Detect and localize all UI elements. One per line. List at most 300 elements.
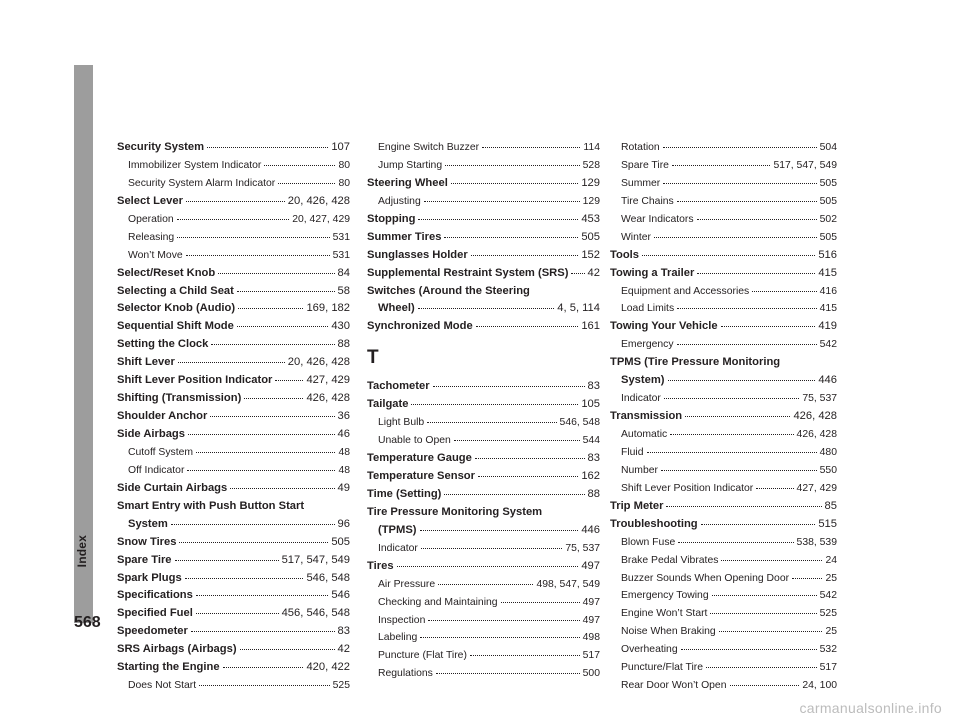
dot-leader — [397, 566, 579, 567]
page-reference: 80 — [338, 159, 350, 171]
dot-leader — [237, 326, 328, 327]
index-subentry — [367, 193, 600, 211]
dot-leader — [207, 147, 328, 148]
page-reference: 129 — [582, 195, 600, 207]
index-subentry — [117, 462, 350, 480]
page-reference: 20, 426, 428 — [287, 356, 350, 369]
page-reference: 504 — [819, 142, 837, 153]
page-reference: 502 — [819, 213, 837, 225]
page-reference: 36 — [337, 410, 350, 423]
entry-term: Side Airbags — [117, 428, 185, 440]
dot-leader — [719, 631, 823, 632]
page-reference: 517, 547, 549 — [281, 553, 350, 566]
index-subentry — [610, 193, 837, 211]
dot-leader — [501, 602, 580, 603]
index-subentry — [117, 157, 350, 175]
page-reference: 505 — [581, 230, 600, 243]
entry-term: Summer Tires — [367, 230, 442, 243]
index-entry — [117, 570, 350, 588]
page-reference: 161 — [581, 320, 600, 333]
entry-term: Temperature Gauge — [367, 452, 472, 465]
dot-leader — [697, 219, 817, 220]
index-subentry — [610, 300, 837, 318]
dot-leader — [792, 578, 822, 579]
entry-term: SRS Airbags (Airbags) — [117, 643, 237, 656]
dot-leader — [244, 398, 303, 399]
page-reference: 42 — [587, 266, 600, 279]
index-entry — [610, 247, 837, 265]
entry-term: Tools — [610, 248, 640, 261]
dot-leader — [186, 201, 285, 202]
entry-term: Light Bulb — [378, 417, 425, 429]
index-column-2 — [367, 139, 600, 683]
page-reference: 20, 427, 429 — [292, 213, 350, 225]
entry-term: Setting the Clock — [117, 338, 209, 351]
entry-term: Selector Knob (Audio) — [117, 302, 236, 315]
entry-term: Select Lever — [117, 194, 183, 207]
index-subentry — [610, 677, 837, 695]
index-entry — [610, 498, 837, 516]
dot-leader — [420, 637, 579, 638]
index-entry — [117, 193, 350, 211]
entry-term: Load Limits — [621, 303, 675, 315]
dot-leader — [670, 434, 793, 435]
index-entry — [367, 300, 600, 318]
index-subentry — [610, 534, 837, 552]
entry-term: Side Curtain Airbags — [117, 481, 228, 494]
index-subentry — [610, 211, 837, 229]
page-reference: 517, 547, 549 — [773, 159, 837, 171]
entry-term: Fluid — [621, 446, 644, 458]
index-subentry — [367, 414, 600, 432]
dot-leader — [710, 613, 816, 614]
entry-term: Tire Chains — [621, 195, 674, 207]
page-reference: 525 — [819, 608, 837, 620]
page-reference: 25 — [825, 572, 837, 584]
entry-term: Spark Plugs — [117, 571, 182, 584]
entry-term: Speedometer — [117, 625, 188, 638]
dot-leader — [196, 452, 335, 453]
entry-term: Time (Setting) — [367, 487, 442, 500]
index-entry — [367, 283, 600, 301]
page-reference: 516 — [818, 248, 837, 261]
page-reference: 75, 537 — [565, 542, 600, 554]
page-reference: 505 — [819, 195, 837, 207]
entry-term: System) — [621, 374, 665, 387]
index-subentry — [367, 665, 600, 683]
entry-term: Puncture/Flat Tire — [621, 662, 704, 674]
index-entry — [610, 354, 837, 372]
page-reference: 162 — [581, 470, 600, 482]
entry-term: Specifications — [117, 589, 193, 602]
dot-leader — [444, 494, 584, 495]
dot-leader — [721, 560, 822, 561]
index-entry — [610, 408, 837, 426]
dot-leader — [199, 685, 330, 686]
index-subentry — [610, 175, 837, 193]
dot-leader — [661, 470, 817, 471]
page-reference: 419 — [818, 320, 837, 333]
entry-term: Stopping — [367, 212, 416, 225]
page-reference: 500 — [582, 668, 600, 680]
dot-leader — [571, 273, 584, 274]
index-entry — [367, 265, 600, 283]
page-reference: 88 — [587, 487, 600, 500]
page-reference: 426, 428 — [306, 392, 350, 405]
dot-leader — [223, 667, 304, 668]
page-reference: 498 — [582, 632, 600, 644]
page-reference: 456, 546, 548 — [281, 607, 350, 620]
dot-leader — [681, 649, 817, 650]
index-entry — [610, 372, 837, 390]
dot-leader — [240, 649, 335, 650]
dot-leader — [677, 201, 817, 202]
page-reference: 58 — [337, 284, 350, 297]
dot-leader — [185, 578, 304, 579]
dot-leader — [654, 237, 817, 238]
page-reference: 542 — [819, 590, 837, 602]
dot-leader — [177, 237, 329, 238]
page-reference: 114 — [583, 142, 600, 153]
page-reference: 528 — [582, 159, 600, 171]
dot-leader — [418, 219, 578, 220]
watermark: carmanualsonline.info — [799, 700, 942, 716]
page-reference: 83 — [337, 625, 350, 638]
page-reference: 546, 548 — [306, 571, 350, 584]
entry-term: Emergency Towing — [621, 590, 709, 602]
page-reference: 531 — [332, 249, 350, 261]
index-entry — [117, 318, 350, 336]
page-number: 568 — [74, 614, 101, 631]
dot-leader — [411, 404, 578, 405]
entry-term: Engine Won’t Start — [621, 608, 708, 620]
index-subentry — [610, 552, 837, 570]
page-reference: 505 — [819, 177, 837, 189]
dot-leader — [237, 291, 335, 292]
entry-term: Shift Lever Position Indicator — [117, 374, 273, 387]
entry-term: Does Not Start — [128, 680, 197, 692]
index-entry — [367, 558, 600, 576]
dot-leader — [664, 398, 799, 399]
entry-term: Spare Tire — [117, 553, 172, 566]
entry-term: Switches (Around the Steering — [367, 284, 530, 297]
index-subentry — [610, 462, 837, 480]
entry-term: Trip Meter — [610, 499, 664, 512]
page-reference: 96 — [337, 517, 350, 530]
index-subentry — [610, 659, 837, 677]
index-entry — [117, 265, 350, 283]
index-entry — [367, 522, 600, 540]
entry-term: Wheel) — [378, 302, 415, 315]
entry-term: Releasing — [128, 231, 175, 243]
dot-leader — [196, 613, 279, 614]
entry-term: Spare Tire — [621, 159, 669, 171]
entry-term: Towing a Trailer — [610, 266, 695, 279]
dot-leader — [178, 362, 285, 363]
entry-term: Immobilizer System Indicator — [128, 159, 262, 171]
entry-term: (TPMS) — [378, 523, 417, 536]
index-entry — [610, 265, 837, 283]
dot-leader — [230, 488, 334, 489]
index-subentry — [610, 283, 837, 301]
index-entry — [117, 587, 350, 605]
page-reference: 542 — [819, 339, 837, 351]
index-subentry — [610, 587, 837, 605]
index-entry — [367, 396, 600, 414]
page-reference: 415 — [819, 303, 837, 315]
entry-term: Regulations — [378, 668, 433, 680]
dot-leader — [668, 380, 816, 381]
entry-term: Overheating — [621, 644, 678, 656]
dot-leader — [677, 344, 817, 345]
entry-term: Security System — [117, 141, 205, 153]
dot-leader — [427, 422, 556, 423]
dot-leader — [478, 476, 578, 477]
entry-term: Tailgate — [367, 398, 409, 411]
page-reference: 426, 428 — [793, 410, 837, 423]
index-entry — [367, 247, 600, 265]
index-subentry — [610, 570, 837, 588]
page-reference: 544 — [582, 435, 600, 447]
entry-term: Cutoff System — [128, 446, 194, 458]
page-reference: 42 — [337, 643, 350, 656]
entry-term: Off Indicator — [128, 464, 185, 476]
dot-leader — [421, 548, 562, 549]
entry-term: Wear Indicators — [621, 213, 694, 225]
entry-term: Sequential Shift Mode — [117, 320, 234, 333]
page-reference: 46 — [337, 428, 350, 440]
index-subentry — [117, 175, 350, 193]
index-subentry — [610, 641, 837, 659]
dot-leader — [470, 655, 580, 656]
index-subentry — [117, 444, 350, 462]
entry-term: Shifting (Transmission) — [117, 392, 242, 405]
page-reference: 169, 182 — [306, 302, 350, 315]
index-entry — [367, 378, 600, 396]
index-subentry — [367, 629, 600, 647]
index-entry — [117, 300, 350, 318]
entry-term: Adjusting — [378, 195, 421, 207]
index-subentry — [367, 139, 600, 157]
entry-term: Indicator — [378, 542, 418, 554]
entry-term: Select/Reset Knob — [117, 266, 216, 279]
letter-heading-t: T — [367, 347, 379, 369]
index-entry — [117, 641, 350, 659]
page-reference: 546 — [331, 589, 350, 602]
page-reference: 515 — [818, 517, 837, 530]
entry-term: Transmission — [610, 410, 683, 423]
page-reference: 152 — [581, 248, 600, 261]
page-reference: 24, 100 — [802, 680, 837, 692]
page-reference: 105 — [581, 398, 600, 411]
dot-leader — [275, 380, 303, 381]
dot-leader — [756, 488, 793, 489]
dot-leader — [454, 440, 580, 441]
index-column-3 — [610, 139, 837, 695]
index-entry — [117, 426, 350, 444]
entry-term: Troubleshooting — [610, 517, 698, 530]
dot-leader — [171, 524, 335, 525]
dot-leader — [752, 291, 816, 292]
page-reference: 20, 426, 428 — [287, 194, 350, 207]
dot-leader — [433, 386, 585, 387]
entry-term: Unable to Open — [378, 435, 451, 447]
index-entry — [117, 372, 350, 390]
page-reference: 497 — [582, 596, 600, 608]
index-subentry — [117, 677, 350, 695]
index-entry — [367, 175, 600, 193]
page-reference: 129 — [581, 176, 600, 189]
page-reference: 453 — [581, 212, 600, 225]
dot-leader — [179, 542, 328, 543]
index-entry — [367, 229, 600, 247]
entry-term: Indicator — [621, 393, 661, 405]
index-subentry — [610, 480, 837, 498]
index-entry — [117, 534, 350, 552]
dot-leader — [278, 183, 335, 184]
entry-term: Noise When Braking — [621, 626, 716, 638]
entry-term: Smart Entry with Push Button Start — [117, 499, 305, 512]
entry-term: Labeling — [378, 632, 418, 644]
section-tab-label: Index — [75, 535, 89, 568]
index-entry — [367, 318, 600, 336]
page-reference: 446 — [818, 374, 837, 387]
page-reference: 505 — [331, 535, 350, 548]
dot-leader — [191, 631, 335, 632]
page-reference: 517 — [819, 662, 837, 674]
entry-term: Brake Pedal Vibrates — [621, 554, 719, 566]
dot-leader — [642, 255, 815, 256]
entry-term: Number — [621, 464, 658, 476]
page-reference: 85 — [824, 499, 837, 512]
entry-term: Equipment and Accessories — [621, 285, 750, 297]
entry-term: Starting the Engine — [117, 661, 220, 674]
page-reference: 4, 5, 114 — [557, 302, 600, 315]
page-reference: 48 — [338, 464, 350, 476]
page-reference: 505 — [819, 231, 837, 243]
index-subentry — [367, 540, 600, 558]
index-subentry — [610, 444, 837, 462]
entry-term: TPMS (Tire Pressure Monitoring — [610, 356, 781, 369]
page-reference: 25 — [825, 626, 837, 638]
entry-term: Snow Tires — [117, 535, 177, 548]
dot-leader — [482, 147, 580, 148]
entry-term: Tires — [367, 559, 394, 572]
page-reference: 426, 428 — [796, 429, 837, 440]
entry-term: System — [128, 517, 168, 530]
entry-term: Inspection — [378, 614, 426, 626]
dot-leader — [677, 308, 817, 309]
dot-leader — [186, 255, 330, 256]
entry-term: Air Pressure — [378, 578, 436, 590]
index-entry — [610, 516, 837, 534]
entry-term: Rear Door Won’t Open — [621, 680, 727, 692]
index-entry — [117, 659, 350, 677]
dot-leader — [672, 165, 771, 166]
entry-term: Selecting a Child Seat — [117, 284, 234, 297]
entry-term: Temperature Sensor — [367, 470, 475, 482]
entry-term: Towing Your Vehicle — [610, 320, 718, 333]
index-subentry — [610, 157, 837, 175]
page-reference: 49 — [337, 481, 350, 494]
page-reference: 525 — [332, 680, 350, 692]
entry-term: Checking and Maintaining — [378, 596, 498, 608]
page-reference: 550 — [819, 464, 837, 476]
entry-term: Synchronized Mode — [367, 320, 473, 333]
page-reference: 427, 429 — [306, 374, 350, 387]
dot-leader — [697, 273, 815, 274]
index-entry — [117, 390, 350, 408]
index-subentry — [117, 211, 350, 229]
page-reference: 427, 429 — [796, 482, 837, 494]
index-subentry — [367, 594, 600, 612]
dot-leader — [428, 620, 579, 621]
page-reference: 415 — [818, 266, 837, 279]
dot-leader — [730, 685, 800, 686]
dot-leader — [264, 165, 335, 166]
index-subentry — [610, 605, 837, 623]
entry-term: Shift Lever — [117, 356, 175, 369]
entry-term: Shift Lever Position Indicator — [621, 482, 754, 494]
dot-leader — [663, 183, 816, 184]
entry-term: Supplemental Restraint System (SRS) — [367, 266, 569, 279]
dot-leader — [438, 584, 533, 585]
dot-leader — [210, 416, 334, 417]
dot-leader — [475, 458, 585, 459]
index-subentry — [610, 229, 837, 247]
index-subentry — [367, 576, 600, 594]
dot-leader — [177, 219, 290, 220]
entry-term: Winter — [621, 231, 652, 243]
page-reference: 416 — [819, 285, 837, 297]
index-subentry — [610, 623, 837, 641]
index-entry — [117, 354, 350, 372]
entry-term: Operation — [128, 213, 174, 225]
index-entry — [117, 623, 350, 641]
page-reference: 546, 548 — [559, 417, 600, 429]
index-entry — [117, 605, 350, 623]
index-subentry — [610, 426, 837, 444]
page-reference: 498, 547, 549 — [536, 578, 600, 590]
dot-leader — [418, 308, 555, 309]
page-reference: 497 — [581, 559, 600, 572]
page-reference: 84 — [337, 266, 350, 279]
entry-term: Engine Switch Buzzer — [378, 142, 480, 153]
index-entry — [367, 486, 600, 504]
index-subentry — [367, 612, 600, 630]
dot-leader — [196, 595, 328, 596]
page-reference: 107 — [331, 141, 350, 153]
dot-leader — [701, 524, 816, 525]
dot-leader — [444, 237, 578, 238]
page-reference: 446 — [581, 523, 600, 536]
page-reference: 480 — [819, 446, 837, 458]
index-subentry — [367, 157, 600, 175]
index-entry — [367, 211, 600, 229]
index-entry — [367, 504, 600, 522]
dot-leader — [721, 326, 816, 327]
index-entry — [367, 450, 600, 468]
entry-term: Tire Pressure Monitoring System — [367, 505, 543, 518]
index-entry — [117, 516, 350, 534]
page-reference: 48 — [338, 446, 350, 458]
dot-leader — [647, 452, 817, 453]
page-reference: 80 — [338, 177, 350, 189]
entry-term: Sunglasses Holder — [367, 248, 468, 261]
dot-leader — [476, 326, 579, 327]
index-subentry — [117, 247, 350, 265]
entry-term: Tachometer — [367, 380, 430, 393]
